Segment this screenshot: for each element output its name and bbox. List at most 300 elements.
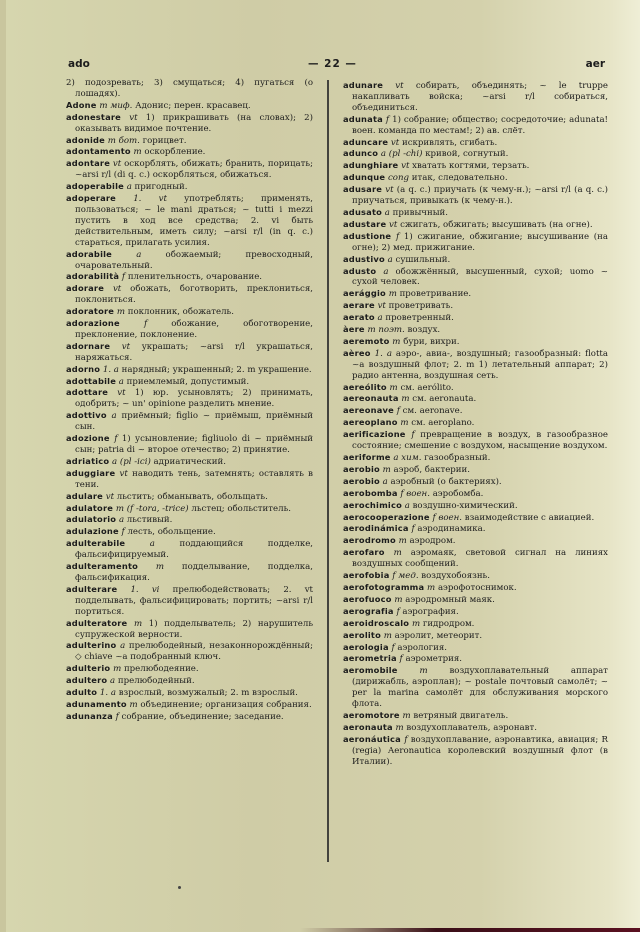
entry-grammar: f воен.: [432, 512, 463, 523]
entry-headword: adonide: [66, 134, 105, 145]
entry-headword: adunghiare: [343, 160, 399, 171]
entry-translation: хватать когтями, терзать.: [412, 161, 530, 172]
entry-headword: adriatico: [66, 455, 110, 466]
dictionary-entry: [343, 160, 608, 172]
entry-grammar: 1. vt: [133, 194, 167, 205]
entry-translation: итак, следовательно.: [411, 173, 508, 184]
entry-grammar: m поэт.: [367, 325, 405, 336]
entry-translation: воздухобоязнь.: [421, 571, 490, 582]
dictionary-entry: [66, 538, 313, 561]
dictionary-entry: [66, 376, 313, 388]
entry-headword: adunco: [343, 148, 379, 159]
entry-headword: aerofuoco: [343, 593, 392, 604]
entry-grammar: 1. a: [99, 688, 116, 699]
entry-translation: газообразный.: [424, 453, 491, 463]
entry-grammar: a: [110, 676, 116, 687]
dictionary-entry: [343, 137, 608, 149]
dictionary-entry: [343, 393, 608, 405]
entry-headword: adozione: [66, 433, 110, 444]
entry-translation: проветривание.: [399, 289, 472, 300]
entry-translation: см. aerólito.: [400, 382, 454, 393]
dictionary-entry: [343, 476, 608, 488]
dictionary-entry: [66, 526, 313, 538]
dictionary-entry: [66, 584, 313, 618]
entry-grammar: 1. a: [374, 348, 392, 359]
entry-translation: гидродром.: [422, 618, 475, 629]
entry-headword: adulterino: [66, 640, 117, 651]
dictionary-entry: [343, 254, 608, 266]
entry-grammar: m: [419, 666, 428, 677]
dictionary-entry: [66, 410, 313, 433]
dictionary-entry: [343, 114, 608, 137]
entry-grammar: vt: [390, 137, 400, 148]
entry-translation: объединение; организация собрания.: [140, 699, 312, 710]
page-bottom-edge: [300, 928, 640, 932]
entry-translation: прелюбодейный, незаконнорождённый; ◇ chiave ~a подобранный ключ.: [75, 641, 313, 663]
entry-translation: собирать, объединять; ~ le truppe накапливать войска; ~arsi r/l собираться, объединиться.: [352, 81, 608, 113]
dictionary-entry: [343, 324, 608, 336]
dictionary-entry: [66, 468, 313, 491]
entry-headword: aerologia: [343, 641, 389, 652]
entry-grammar: m: [383, 630, 392, 641]
entry-grammar: vt: [121, 341, 131, 352]
dictionary-entry: [66, 364, 313, 376]
dictionary-entry: [343, 184, 608, 207]
entry-grammar: a: [384, 207, 390, 218]
entry-translation: прелюбодействовать; 2. vt подделывать, фальсифицировать; портить; ~arsi r/l портиться.: [75, 584, 314, 617]
entry-translation: воздухоплаватель, аэронавт.: [406, 722, 537, 733]
dictionary-entry: [343, 429, 608, 452]
entry-grammar: vt: [401, 161, 410, 172]
entry-headword: aereonauta: [343, 393, 399, 404]
entry-translation: обожжённый, высушенный, сухой; uomo ~ сухой человек.: [352, 266, 609, 288]
entry-grammar: a (pl -ici): [112, 456, 151, 467]
entry-grammar: f: [143, 319, 148, 330]
dictionary-entry: [343, 582, 608, 594]
entry-translation: 1) прикрашивать (на словах); 2) оказывать видимое почтение.: [75, 112, 314, 134]
entry-grammar: m: [400, 418, 409, 429]
entry-grammar: f: [411, 524, 415, 535]
entry-headword: aerofotogramma: [343, 581, 425, 592]
left-column: [66, 78, 313, 723]
entry-grammar: a: [383, 266, 389, 277]
entry-translation: наводить тень, затемнять; оставлять в тени.: [75, 468, 314, 490]
entry-headword: aeremoto: [343, 335, 390, 346]
entry-grammar: a: [118, 376, 124, 387]
entry-headword: adunanza: [66, 710, 113, 721]
dictionary-entry: [343, 512, 608, 524]
entry-headword: aeriforme: [343, 452, 391, 462]
entry-translation: см. aeronauta.: [412, 394, 477, 405]
dictionary-entry: [343, 266, 608, 289]
entry-translation: прелюбодейный.: [117, 676, 195, 687]
dictionary-entry: [66, 387, 313, 410]
entry-translation: аэрология.: [397, 642, 448, 653]
print-speck: [178, 886, 181, 889]
entry-translation: 2) подозревать; 3) смущаться; 4) пугаться (о лошадях).: [66, 78, 313, 99]
dictionary-entry: [66, 249, 313, 272]
column-divider: [327, 80, 329, 862]
entry-grammar: f: [121, 272, 126, 283]
entry-grammar: m: [392, 336, 401, 347]
entry-headword: aerobomba: [343, 487, 398, 498]
dictionary-entry: [66, 503, 313, 515]
dictionary-entry: [343, 464, 608, 476]
entry-grammar: a: [377, 313, 383, 324]
entry-headword: aerificazione: [343, 429, 406, 440]
entry-headword: aeroidroscalo: [343, 617, 410, 628]
entry-translation: взрослый, возмужалый; 2. m взрослый.: [118, 688, 298, 699]
dictionary-entry: [66, 146, 313, 158]
entry-grammar: m миф.: [99, 100, 133, 111]
entry-grammar: vt: [112, 284, 122, 295]
entry-headword: aduggiare: [66, 467, 116, 478]
entry-translation: аэролит, метеорит.: [394, 630, 483, 641]
dictionary-entry: [343, 348, 608, 382]
entry-grammar: cong: [387, 173, 409, 184]
entry-grammar: a: [404, 500, 410, 511]
dictionary-entry: [343, 523, 608, 535]
entry-headword: adunare: [343, 80, 384, 90]
entry-headword: aerobio: [343, 475, 380, 486]
entry-headword: adulteramento: [66, 561, 139, 572]
entry-headword: aerodromo: [343, 535, 396, 546]
entry-grammar: m: [401, 394, 410, 405]
entry-headword: adulatore: [66, 502, 114, 513]
dictionary-entry: [343, 535, 608, 547]
dictionary-entry: [343, 488, 608, 500]
entry-grammar: f: [114, 434, 118, 445]
entry-translation: аэробомба.: [432, 488, 484, 499]
entry-headword: aerato: [343, 312, 375, 323]
entry-translation: воздушно-химический.: [412, 500, 518, 511]
dictionary-entry: [66, 271, 313, 283]
entry-grammar: f: [411, 430, 415, 441]
entry-translation: льстивый.: [126, 515, 173, 526]
entry-translation: проветривать.: [388, 301, 454, 312]
entry-translation: кривой, согнутый.: [425, 149, 509, 160]
entry-translation: превращение в воздух, в газообразное состояние; смешение с воздухом, насыщение воздухом.: [352, 430, 609, 452]
page-edge: [0, 0, 6, 932]
entry-headword: adulazione: [66, 526, 119, 537]
dictionary-entry: [343, 642, 608, 654]
entry-grammar: a: [120, 641, 126, 652]
dictionary-entry: [343, 300, 608, 312]
entry-headword: adoperare: [66, 193, 117, 204]
entry-translation: оскорбление.: [144, 147, 206, 158]
entry-grammar: m: [155, 562, 165, 573]
entry-translation: пленительность, очарование.: [127, 272, 263, 283]
dictionary-entry: [343, 734, 608, 768]
entry-translation: аэрография.: [402, 606, 459, 617]
entry-translation: аэро-, авиа-, воздушный; газообразный: flotta ~a воздушный флот; 2. m 1) летательный аппарат; 2) радио антенна, воздушная сеть.: [352, 348, 609, 381]
entry-translation: взаимодействие с авиацией.: [464, 512, 595, 523]
entry-grammar: m: [427, 582, 436, 593]
page-number: — 22 —: [308, 58, 357, 70]
dictionary-entry: [343, 653, 608, 665]
entry-translation: аэродинамика.: [417, 524, 486, 535]
dictionary-entry: [66, 283, 313, 306]
dictionary-entry: [66, 318, 313, 341]
entry-headword: adunque: [343, 172, 386, 183]
entry-grammar: m: [411, 618, 421, 629]
dictionary-entry: [343, 594, 608, 606]
entry-translation: лесть, обольщение.: [127, 527, 216, 538]
entry-translation: поддающийся подделке, фальсифицируемый.: [75, 539, 314, 561]
entry-headword: Adone: [66, 99, 97, 110]
dictionary-entry: [343, 336, 608, 348]
entry-translation: пригодный.: [134, 182, 188, 193]
entry-translation: (a q. c.) приучать (к чему-н.); ~arsi r/l (a q. c.) приучаться, привыкать (к чему-н.).: [352, 185, 609, 207]
dictionary-entry: [343, 570, 608, 582]
entry-grammar: m: [389, 382, 398, 393]
dictionary-entry: [66, 711, 313, 723]
entry-translation: воздухоплавание, аэронавтика, авиация; R (regia) Aeronautica королевский воздушный флот (в Италии).: [352, 734, 609, 767]
entry-translation: аэроб, бактерии.: [393, 464, 470, 475]
dictionary-entry: [343, 606, 608, 618]
entry-grammar: m: [393, 548, 402, 559]
entry-translation: горицвет.: [142, 135, 187, 146]
entry-translation: льстец; обольститель.: [191, 503, 291, 514]
dictionary-entry: [66, 663, 313, 675]
entry-grammar: a: [118, 515, 125, 526]
entry-translation: привычный.: [392, 207, 448, 218]
entry-grammar: m: [129, 699, 138, 710]
dictionary-entry: [343, 417, 608, 429]
entry-headword: adunata: [343, 113, 383, 124]
dictionary-entry: [343, 207, 608, 219]
dictionary-entry: [66, 112, 313, 135]
entry-grammar: a: [149, 539, 155, 550]
entry-translation: сушильный.: [395, 254, 451, 265]
entry-headword: adusare: [343, 184, 383, 195]
dictionary-entry: [66, 341, 313, 364]
entry-translation: употреблять; применять, пользоваться; ~ le mani драться; ~ tutti i mezzi пустить в ход все средства; 2. vi быть действительным, иметь силу; ~arsi r/l (in q. c.) стараться, прилагать усилия.: [75, 194, 313, 248]
entry-headword: aeronauta: [343, 721, 393, 732]
dictionary-entry: [343, 665, 608, 710]
dictionary-entry: [66, 181, 313, 193]
dictionary-entry: [66, 561, 313, 584]
dictionary-entry: [343, 710, 608, 722]
entry-headword: aerolito: [343, 629, 381, 640]
entry-translation: аэрометрия.: [405, 654, 462, 665]
entry-headword: adusato: [343, 206, 383, 217]
entry-grammar: vt: [129, 112, 138, 123]
dictionary-entry: [343, 172, 608, 184]
entry-headword: adottivo: [66, 410, 107, 421]
entry-headword: adunamento: [66, 698, 127, 709]
entry-headword: aerare: [343, 300, 375, 311]
entry-translation: бури, вихри.: [403, 336, 460, 347]
entry-grammar: 1. vi: [130, 584, 160, 595]
dictionary-entry: [343, 219, 608, 231]
entry-translation: собрание, объединение; заседание.: [121, 711, 284, 722]
entry-grammar: a хим.: [393, 453, 422, 463]
entry-grammar: f: [391, 642, 395, 653]
entry-headword: adustione: [343, 230, 392, 241]
dictionary-entry: [66, 491, 313, 503]
entry-grammar: m: [395, 722, 404, 733]
entry-translation: украшать; ~arsi r/l украшаться, наряжаться.: [75, 341, 313, 363]
entry-headword: adorno: [66, 363, 101, 374]
entry-headword: aeromobile: [343, 665, 398, 676]
entry-headword: adulterio: [66, 663, 111, 674]
dictionary-entry: [66, 78, 313, 100]
entry-headword: adoratore: [66, 306, 115, 317]
entry-grammar: a: [382, 476, 388, 487]
entry-headword: aeromotore: [343, 709, 400, 720]
dictionary-entry: [66, 640, 313, 663]
entry-translation: искривлять, сгибать.: [401, 137, 498, 148]
dictionary-entry: [66, 306, 313, 318]
entry-translation: воздухоплавательный аппарат (дирижабль, аэроплан); ~ postale почтовый самолёт; ~ per la marina самолёт для обслуживания морского флота.: [352, 666, 608, 710]
entry-grammar: f: [121, 527, 125, 538]
dictionary-entry: [343, 405, 608, 417]
entry-headword: adontare: [66, 158, 111, 169]
entry-grammar: vt: [377, 301, 386, 312]
entry-headword: aerocooperazione: [343, 511, 430, 522]
entry-headword: aerochimico: [343, 499, 402, 510]
dictionary-entry: [66, 193, 313, 249]
entry-translation: обожание, обоготворение, преклонение, поклонение.: [75, 319, 313, 340]
entry-headword: aeronáutica: [343, 733, 401, 744]
entry-translation: адриатический.: [153, 456, 226, 467]
entry-translation: прелюбодеяние.: [123, 664, 199, 675]
dictionary-entry: [343, 630, 608, 642]
entry-grammar: a: [126, 182, 132, 193]
entry-translation: аэродром.: [409, 536, 456, 547]
entry-grammar: vt: [112, 159, 122, 170]
entry-headword: adoperabile: [66, 181, 124, 192]
entry-headword: aerografia: [343, 605, 394, 616]
entry-translation: аэробный (о бактериях).: [390, 476, 502, 487]
entry-headword: adulatorio: [66, 514, 117, 525]
entry-translation: обожать, боготворить, преклониться, поклониться.: [75, 284, 313, 306]
dictionary-entry: [66, 699, 313, 711]
entry-grammar: m: [113, 664, 122, 675]
entry-headword: adorazione: [66, 318, 120, 329]
entry-grammar: f: [115, 711, 119, 722]
entry-translation: Адонис; перен. красавец.: [135, 100, 251, 111]
entry-translation: см. aeronave.: [402, 406, 463, 417]
dictionary-entry: [343, 547, 608, 570]
entry-headword: adulare: [66, 490, 104, 501]
right-column: [343, 80, 608, 767]
entry-grammar: vt: [389, 219, 398, 230]
left-guide-word: ado: [68, 58, 90, 70]
dictionary-entry: [343, 80, 608, 114]
entry-headword: adonestare: [66, 111, 121, 122]
entry-translation: 1) собрание; общество; сосредоточие; adunata! воен. команда по местам!; 2) ав. слёт.: [352, 114, 609, 136]
entry-grammar: a: [111, 411, 117, 422]
entry-grammar: f: [404, 734, 408, 745]
entry-translation: 1) подделыватель; 2) нарушитель супружеской верности.: [75, 618, 313, 640]
dictionary-entry: [66, 687, 313, 699]
entry-grammar: f: [396, 606, 400, 617]
dictionary-entry: [66, 158, 313, 181]
entry-translation: аэродромный маяк.: [405, 594, 495, 605]
entry-headword: aereonave: [343, 405, 394, 416]
entry-headword: adustare: [343, 218, 387, 229]
entry-headword: adornare: [66, 340, 111, 351]
entry-headword: adulto: [66, 687, 98, 698]
entry-translation: поклонник, обожатель.: [127, 307, 234, 318]
entry-headword: adulterare: [66, 583, 118, 594]
entry-headword: aerometria: [343, 653, 397, 664]
entry-headword: adustivo: [343, 253, 385, 264]
entry-headword: adulterabile: [66, 538, 126, 549]
dictionary-entry: [343, 452, 608, 464]
dictionary-entry: [343, 312, 608, 324]
entry-headword: aerofobia: [343, 570, 390, 581]
entry-translation: льстить; обманывать, обольщать.: [116, 491, 268, 502]
entry-grammar: f: [395, 231, 400, 242]
entry-headword: adultero: [66, 675, 108, 686]
dictionary-entry: [66, 675, 313, 687]
entry-headword: aèreo: [343, 347, 371, 358]
dictionary-entry: [66, 100, 313, 112]
entry-translation: оскорблять, обижать; бранить, порицать; ~arsi r/l (di q. c.) оскорбляться, обижаться.: [75, 159, 313, 181]
entry-grammar: vt: [117, 388, 126, 399]
entry-translation: сжигать, обжигать; высушивать (на огне).: [400, 219, 593, 230]
entry-grammar: m: [388, 289, 397, 300]
entry-headword: adontamento: [66, 146, 131, 157]
entry-grammar: f воен.: [400, 488, 430, 499]
dictionary-entry: [343, 148, 608, 160]
entry-headword: adorare: [66, 283, 105, 294]
entry-headword: aereoplano: [343, 417, 398, 428]
entry-headword: aereólito: [343, 381, 387, 392]
entry-grammar: f: [385, 114, 390, 125]
page-header: [68, 58, 605, 72]
entry-headword: aerobio: [343, 463, 380, 474]
entry-translation: ветряный двигатель.: [413, 710, 509, 721]
dictionary-entry: [343, 288, 608, 300]
dictionary-entry: [66, 456, 313, 468]
entry-grammar: vt: [385, 185, 394, 196]
entry-translation: приёмный; figlio ~ приёмыш, приёмный сын.: [75, 411, 314, 433]
entry-translation: 1) усыновление; figliuolo di ~ приёмный сын; patria di ~ второе отечество; 2) принятие.: [75, 434, 314, 455]
entry-headword: adorabile: [66, 248, 112, 259]
entry-grammar: a (pl -chi): [380, 149, 423, 160]
dictionary-entry: [343, 618, 608, 630]
entry-translation: воздух.: [407, 325, 441, 336]
entry-headword: aerofaro: [343, 547, 385, 558]
entry-grammar: f: [396, 406, 400, 417]
entry-translation: аэрофотоснимок.: [437, 582, 517, 593]
dictionary-entry: [66, 433, 313, 456]
entry-grammar: m: [133, 618, 143, 629]
entry-translation: обожаемый; превосходный, очаровательный.: [75, 249, 314, 271]
entry-grammar: m: [116, 307, 126, 318]
entry-grammar: a: [387, 254, 393, 265]
entry-headword: adulteratore: [66, 617, 128, 628]
dictionary-entry: [343, 722, 608, 734]
entry-translation: проветренный.: [385, 313, 454, 324]
entry-headword: adottabile: [66, 375, 117, 386]
dictionary-entry: [66, 618, 313, 641]
entry-grammar: m (f -tora, -trice): [115, 503, 189, 514]
entry-translation: аэромаяк, световой сигнал на линиях воздушных сообщений.: [352, 548, 609, 570]
dictionary-entry: [343, 231, 608, 254]
entry-translation: см. aeroplano.: [411, 418, 475, 429]
entry-translation: 1) юр. усыновлять; 2) принимать, одобрить; ~ un' opinione разделить мнение.: [75, 388, 314, 410]
entry-grammar: a: [136, 249, 142, 260]
entry-grammar: m: [398, 536, 407, 547]
entry-headword: adottare: [66, 387, 109, 398]
entry-headword: aerággio: [343, 288, 386, 299]
entry-grammar: f: [399, 654, 403, 665]
